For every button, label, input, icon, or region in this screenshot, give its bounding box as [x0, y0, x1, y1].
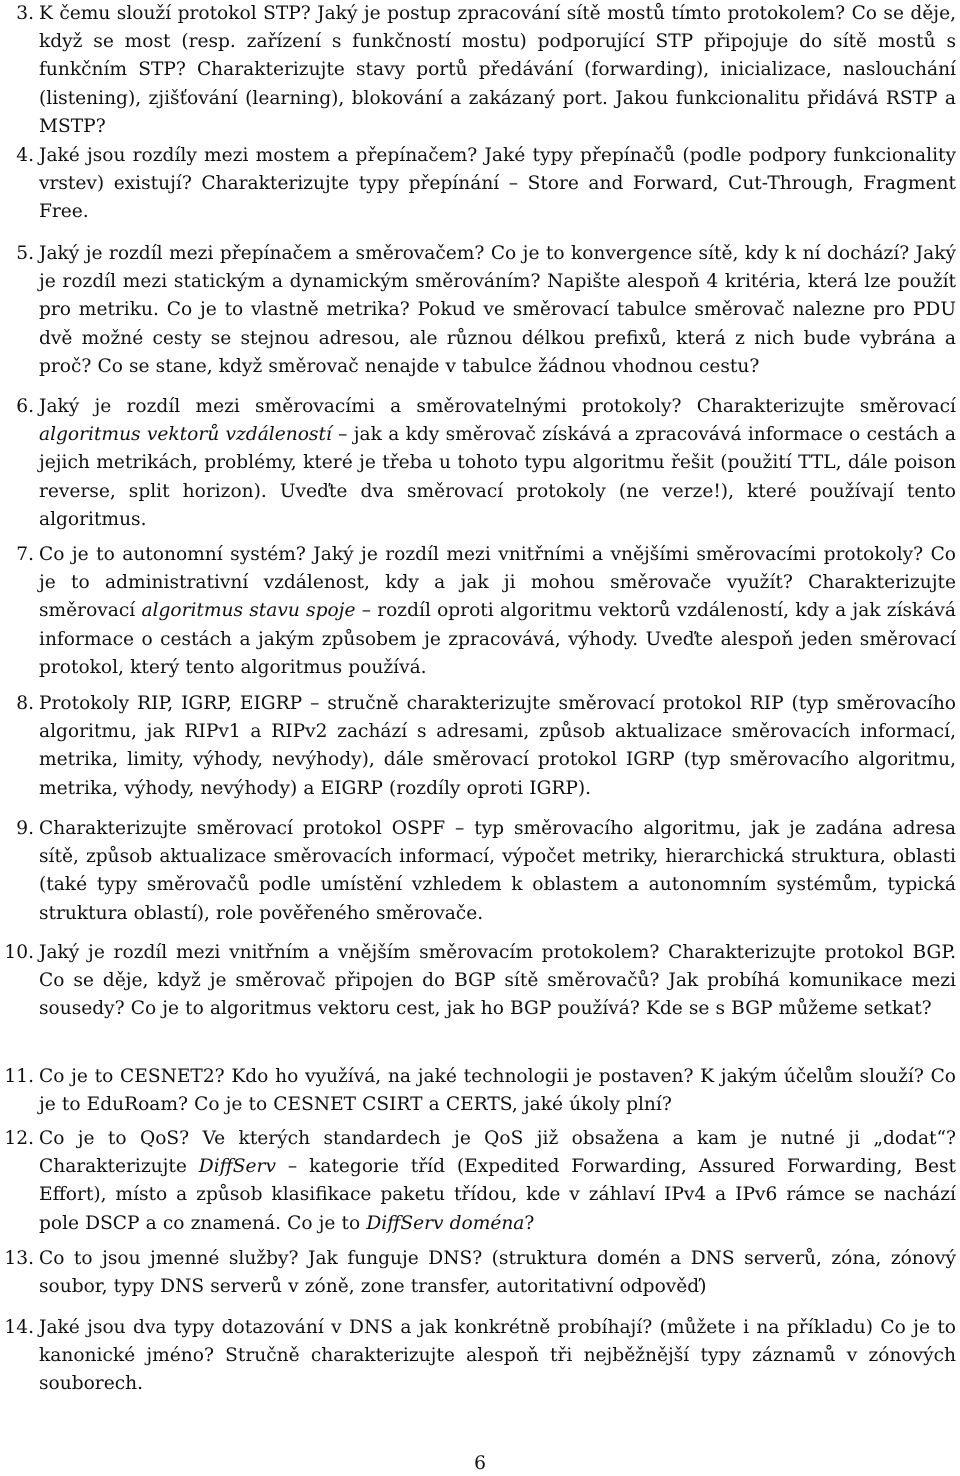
- question-text-segment: Protokoly RIP, IGRP, EIGRP – stručně charakterizujte směrovací protokol RIP (typ směrovacího algoritmu, jak RIPv1 a RIPv2 zachází s adresami, způsob aktualizace směrovacích informací, metrika, limity, výhody, nevýhody), dále směrovací protokol IGRP (typ směrovacího algoritmu, metrika, výhody, nevýhody) a EIGRP (rozdíly oproti IGRP).: [39, 693, 956, 799]
- question-number: 8.: [16, 693, 34, 714]
- question-text: [39, 690, 956, 803]
- question-text-segment: – rozdíl oproti algoritmu vektorů vzdáleností, kdy a jak získává informace o cestách a jakým způsobem je zpracovává, výhody. Uveďte alespoň jeden směrovací protokol, který tento algoritmus používá.: [39, 600, 957, 678]
- question-text-segment: K čemu slouží protokol STP? Jaký je postup zpracování sítě mostů tímto protokolem? Co se děje, když se most (resp. zařízení s funkčností mostu) podporující STP připojuje do sítě mostů s funkčním STP? Charakterizujte stavy portů předávání (forwarding), inicializace, naslouchání (listening), zjišťování (learning), blokování a zakázaný port. Jakou funkcionalitu přidává RSTP a MSTP?: [39, 3, 956, 137]
- question-text-segment: Jaký je rozdíl mezi směrovacími a směrovatelnými protokoly? Charakterizujte směrovací: [39, 396, 956, 417]
- question-number: 9.: [16, 818, 34, 839]
- question-text-segment: Jaký je rozdíl mezi přepínačem a směrovačem? Co je to konvergence sítě, kdy k ní dochází? Jaký je rozdíl mezi statickým a dynamickým směrováním? Napište alespoň 4 kritéria, která lze použít pro metriku. Co je to vlastně metrika? Pokud ve směrovací tabulce směrovač nalezne pro PDU dvě možné cesty se stejnou adresou, ale různou délkou prefixů, která z nich bude vybrána a proč? Co se stane, když směrovač nenajde v tabulce žádnou vhodnou cestu?: [39, 243, 956, 377]
- question-text: [39, 1245, 956, 1301]
- question-text: [39, 393, 956, 534]
- question-text-segment: Jaké jsou dva typy dotazování v DNS a jak konkrétně probíhají? (můžete i na příkladu) Co je to kanonické jméno? Stručně charakterizujte alespoň tři nejběžnější typy záznamů v zónových souborech.: [39, 1317, 956, 1395]
- question-text: [39, 541, 956, 682]
- question-number: 14.: [4, 1317, 34, 1338]
- question-text-segment: Co to jsou jmenné služby? Jak funguje DNS? (struktura domén a DNS serverů, zóna, zónový soubor, typy DNS serverů v zóně, zone transfer, autoritativní odpověď): [39, 1248, 956, 1298]
- question-text-segment: Co je to CESNET2? Kdo ho využívá, na jaké technologii je postaven? K jakým účelům slouží? Co je to EduRoam? Co je to CESNET CSIRT a CERTS, jaké úkoly plní?: [39, 1066, 956, 1116]
- question-text-segment: Jaký je rozdíl mezi vnitřním a vnějším směrovacím protokolem? Charakterizujte protokol BGP. Co se děje, když je směrovač připojen do BGP sítě směrovačů? Jak probíhá komunikace mezi sousedy? Co je to algoritmus vektoru cest, jak ho BGP používá? Kde se s BGP můžeme setkat?: [39, 942, 956, 1020]
- question-number: 7.: [16, 544, 34, 565]
- question-text: [39, 939, 956, 1024]
- question-number: 6.: [16, 396, 34, 417]
- question-text-emphasis: DiffServ doména: [366, 1212, 525, 1234]
- question-number: 10.: [4, 942, 34, 963]
- question-text-segment: Jaké jsou rozdíly mezi mostem a přepínačem? Jaké typy přepínačů (podle podpory funkcionality vrstev) existují? Charakterizujte typy přepínání – Store and Forward, Cut-Through, Fragment Free.: [39, 145, 956, 223]
- question-text: [39, 1063, 956, 1119]
- question-text-segment: Charakterizujte směrovací protokol OSPF – typ směrovacího algoritmu, jak je zadána adresa sítě, způsob aktualizace směrovacích informací, výpočet metriky, hierarchická struktura, oblasti (také typy směrovačů podle umístění vzhledem k oblastem a autonomním systémům, typická struktura oblastí), role pověřeného směrovače.: [39, 818, 956, 924]
- question-number: 13.: [4, 1248, 34, 1269]
- question-number: 11.: [4, 1066, 34, 1087]
- question-text: [39, 815, 956, 928]
- question-text: [39, 240, 956, 381]
- question-number: 3.: [16, 3, 34, 24]
- question-text-emphasis: DiffServ: [198, 1156, 276, 1178]
- question-text: [39, 0, 956, 141]
- question-text: [39, 1125, 956, 1238]
- question-text-segment: – jak a kdy směrovač získává a zpracovává informace o cestách a jejich metrikách, problémy, které je třeba u tohoto typu algoritmu řešit (použití TTL, dále poison reverse, split horizon). Uveďte dva směrovací protokoly (ne verze!), které používají tento algoritmus.: [39, 424, 956, 530]
- question-text-segment: – kategorie tříd (Expedited Forwarding, Assured Forwarding, Best Effort), místo a způsob klasifikace paketu třídou, kde v záhlaví IPv4 a IPv6 rámce se nachází pole DSCP a co znamená. Co je to: [39, 1156, 956, 1234]
- question-number: 4.: [16, 145, 34, 166]
- question-text-segment: Co je to autonomní systém? Jaký je rozdíl mezi vnitřními a vnějšími směrovacími protokoly? Co je to administrativní vzdálenost, kdy a jak ji mohou směrovače využít? Charakterizujte směrovací: [39, 544, 956, 622]
- question-number: 5.: [16, 243, 34, 264]
- question-text: [39, 142, 956, 227]
- question-text-emphasis: algoritmus vektorů vzdáleností: [39, 424, 332, 446]
- question-text-emphasis: algoritmus stavu spoje: [141, 600, 356, 622]
- question-number: 12.: [4, 1128, 34, 1149]
- question-text-segment: ?: [524, 1212, 535, 1234]
- question-text-segment: Co je to QoS? Ve kterých standardech je QoS již obsažena a kam je nutné ji „dodat“? Charakterizujte: [39, 1128, 956, 1178]
- page-number: 6: [474, 1453, 486, 1474]
- question-text: [39, 1314, 956, 1399]
